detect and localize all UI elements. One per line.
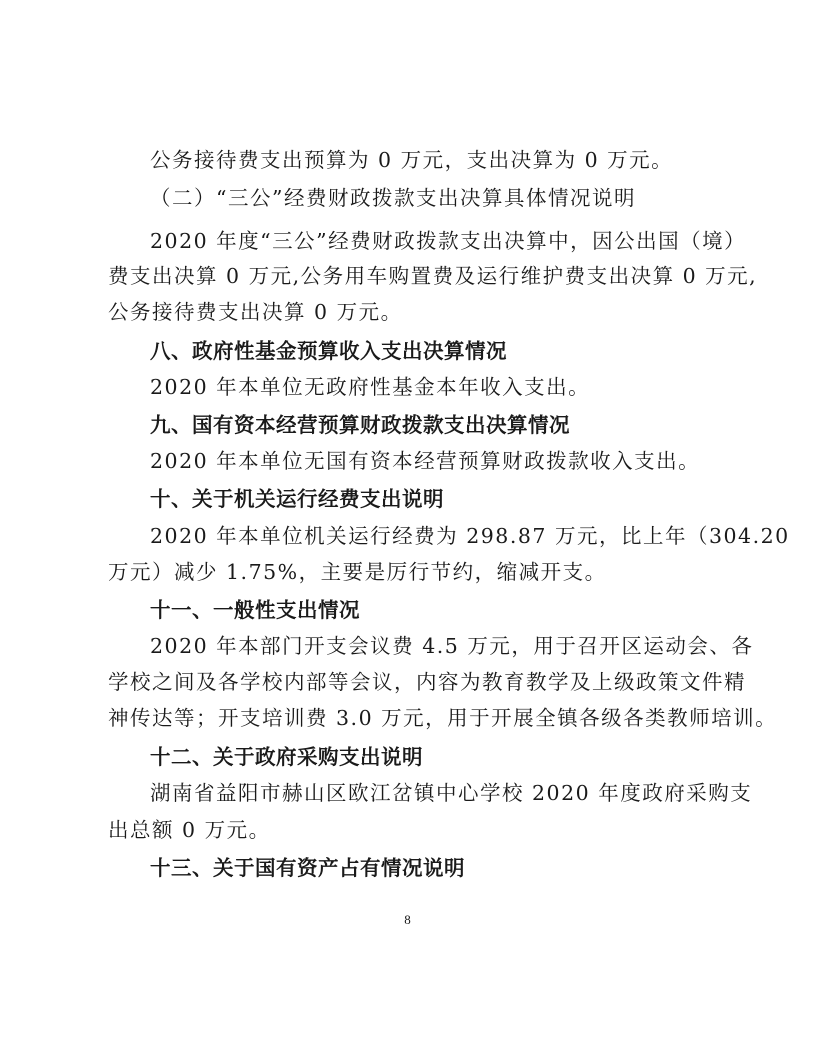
- text-line: 学校之间及各学校内部等会议，内容为教育教学及上级政策文件精: [108, 670, 746, 694]
- text-line: 万元）减少 1.75%，主要是厉行节约，缩减开支。: [108, 560, 607, 584]
- text-line: 出总额 0 万元。: [108, 818, 271, 842]
- section-heading: 十三、关于国有资产占有情况说明: [150, 856, 465, 880]
- text-line: 2020 年本单位无国有资本经营预算财政拨款收入支出。: [150, 449, 701, 473]
- text-line: 2020 年本单位无政府性基金本年收入支出。: [150, 375, 591, 399]
- section-heading: 十、关于机关运行经费支出说明: [150, 487, 444, 511]
- page-number: 8: [404, 912, 411, 927]
- section-heading: 九、国有资本经营预算财政拨款支出决算情况: [150, 413, 570, 437]
- text-line: 2020 年本单位机关运行经费为 298.87 万元，比上年（304.20: [150, 524, 790, 548]
- text-line: 公务接待费支出预算为 0 万元，支出决算为 0 万元。: [150, 148, 674, 172]
- text-line: 湖南省益阳市赫山区欧江岔镇中心学校 2020 年度政府采购支: [150, 781, 753, 805]
- text-line: 费支出决算 0 万元,公务用车购置费及运行维护费支出决算 0 万元,: [108, 264, 758, 288]
- section-heading: 八、政府性基金预算收入支出决算情况: [150, 339, 507, 363]
- text-line: 神传达等；开支培训费 3.0 万元，用于开展全镇各级各类教师培训。: [108, 706, 778, 730]
- section-heading: 十一、一般性支出情况: [150, 598, 360, 622]
- section-heading: 十二、关于政府采购支出说明: [150, 745, 423, 769]
- text-line: 2020 年度“三公”经费财政拨款支出决算中，因公出国（境）: [150, 229, 747, 253]
- subsection-heading: （二）“三公”经费财政拨款支出决算具体情况说明: [150, 186, 636, 210]
- text-line: 公务接待费支出决算 0 万元。: [108, 300, 403, 324]
- text-line: 2020 年本部门开支会议费 4.5 万元，用于召开区运动会、各: [150, 634, 754, 658]
